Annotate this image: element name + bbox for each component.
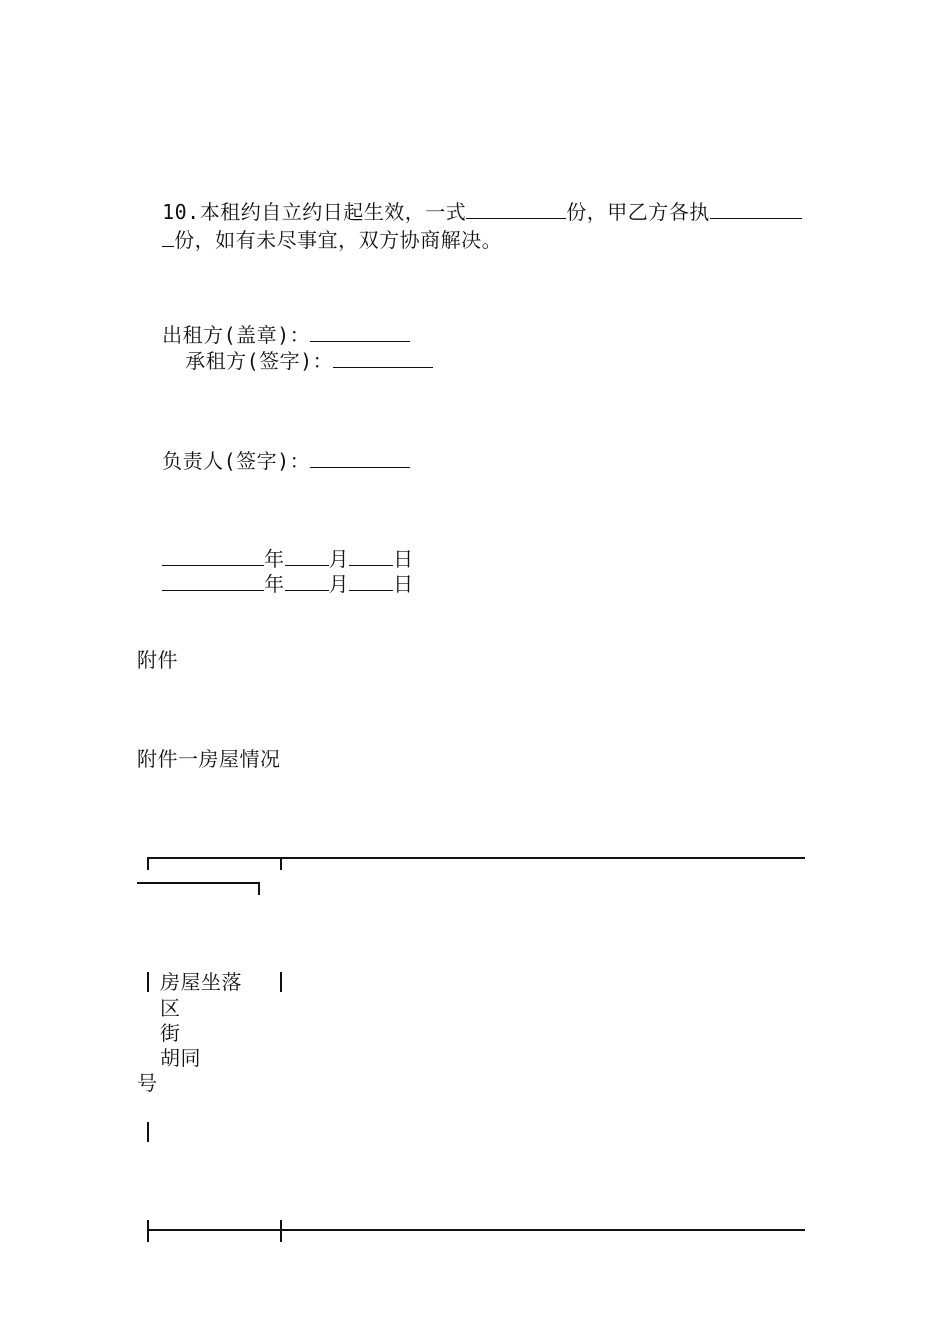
attachment-subtitle: 附件一房屋情况 (137, 747, 281, 771)
date-line-2 (137, 548, 414, 596)
district-label: 区 (160, 996, 181, 1020)
table-left-border (147, 972, 149, 992)
responsible-label: 负责人(签字)： (162, 449, 311, 473)
month-label: 月 (328, 547, 350, 571)
table-cross (280, 1220, 282, 1242)
year-label: 年 (264, 547, 285, 571)
table-top-divider (280, 857, 282, 870)
street-label: 街 (160, 1021, 181, 1045)
year-label: 年 (264, 572, 285, 596)
year-blank (162, 572, 264, 591)
table-top-border (147, 857, 805, 859)
attachment-title: 附件 (137, 648, 178, 672)
month-label: 月 (328, 572, 350, 596)
table-wrap-border (137, 882, 259, 884)
lessor-label: 出租方(盖章)： (162, 323, 311, 347)
responsible-blank (310, 449, 410, 468)
table-wrap-corner (258, 882, 260, 895)
table-row-separator (147, 1229, 805, 1231)
lessee-label: 承租方(签字)： (185, 349, 334, 373)
copies-each-blank-cont (162, 228, 174, 247)
day-label: 日 (393, 547, 414, 571)
clause-10-text-b: 份，甲乙方各执 (566, 200, 710, 224)
copies-each-blank (710, 200, 802, 219)
clause-10-text-a: 10.本租约自立约日起生效，一式 (162, 200, 467, 224)
location-label: 房屋坐落 (160, 970, 242, 994)
table-left-tee (147, 1220, 149, 1242)
table-inner-divider (280, 972, 282, 992)
table-top-left-corner (147, 857, 149, 870)
lessee-blank (333, 349, 433, 368)
day-label: 日 (393, 572, 414, 596)
day-blank (349, 572, 393, 591)
hutong-label: 胡同 (160, 1046, 201, 1070)
lessee-signature-line (160, 325, 433, 373)
number-label: 号 (137, 1071, 158, 1095)
responsible-signature-line (137, 425, 410, 473)
table-left-border-lower (147, 1122, 149, 1142)
month-blank (285, 572, 329, 591)
clause-10-text-c: 份，如有未尽事宜，双方协商解决。 (174, 228, 503, 252)
clause-10-line-2 (137, 204, 502, 252)
